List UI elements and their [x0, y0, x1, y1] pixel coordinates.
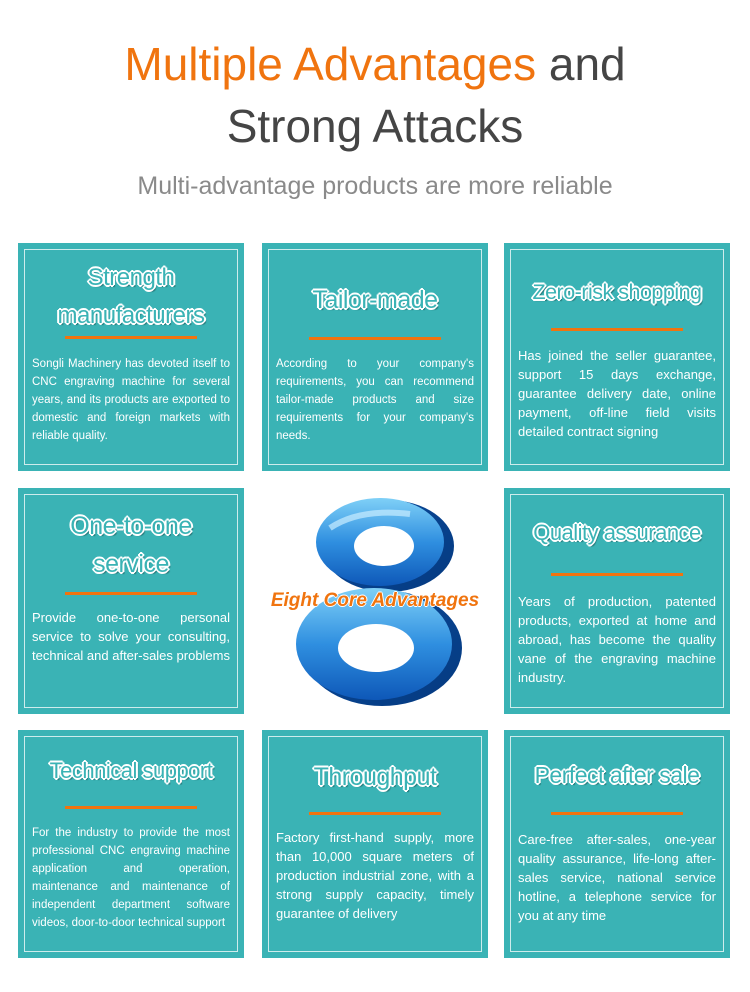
card-tailor-made — [262, 243, 488, 471]
headline-rest: and — [536, 38, 626, 90]
card-perfect-after-sale — [504, 730, 730, 958]
card-throughput — [262, 730, 488, 958]
headline-line-1 — [0, 36, 750, 92]
card-text: Songli Machinery has devoted itself to CNC engraving machine for several years, and its products are exported to domestic and foreign markets with reliable quality. — [32, 358, 230, 442]
card-title: Perfect after sale — [534, 762, 700, 788]
card-divider — [551, 812, 683, 815]
card-strength-manufacturers — [18, 243, 244, 471]
subtitle: Multi-advantage products are more reliable — [137, 172, 613, 200]
card-text: Has joined the seller guarantee, support 15 days exchange, guarantee delivery date, online payment, off-line field visits detailed contract signing — [518, 348, 716, 439]
eight-core-advantages-label: Eight Core Advantages — [270, 590, 480, 611]
card-title: One-to-one service — [70, 512, 192, 578]
card-text: Provide one-to-one personal service to solve your consulting, technical and after-sales problems — [32, 610, 230, 663]
card-text: Care-free after-sales, one-year quality assurance, life-long after-sales service, national service hotline, a telephone service for you at any time — [518, 832, 716, 923]
headline-highlight: Multiple Advantages — [124, 38, 537, 90]
card-title: Technical support — [49, 758, 213, 783]
card-quality-assurance — [504, 488, 730, 714]
card-title: Zero-risk shopping — [532, 280, 702, 304]
card-divider — [309, 812, 441, 815]
card-title: Throughput — [313, 763, 437, 791]
headline-line-2: Strong Attacks — [226, 100, 524, 152]
card-divider — [551, 328, 683, 331]
card-text: According to your company's requirements, you can recommend tailor-made products and size requirements for your company's needs. — [276, 358, 474, 442]
card-technical-support — [18, 730, 244, 958]
card-divider — [309, 337, 441, 340]
card-one-to-one-service — [18, 488, 244, 714]
card-title: Quality assurance — [533, 520, 701, 545]
card-divider — [65, 336, 197, 339]
card-title: Strength manufacturers — [57, 264, 205, 329]
card-zero-risk-shopping — [504, 243, 730, 471]
card-text: Factory first-hand supply, more than 10,000 square meters of production industrial zone, with a strong supply capacity, timely guarantee of delivery — [276, 830, 474, 921]
card-divider — [65, 806, 197, 809]
card-title: Tailor-made — [312, 286, 438, 314]
card-divider — [551, 573, 683, 576]
card-text: For the industry to provide the most professional CNC engraving machine application and operation, maintenance and maintenance of independent department software videos, door-to-door technical support — [32, 827, 230, 929]
card-divider — [65, 592, 197, 595]
card-text: Years of production, patented products, exported at home and abroad, has become the quality vane of the engraving machine industry. — [518, 594, 716, 685]
